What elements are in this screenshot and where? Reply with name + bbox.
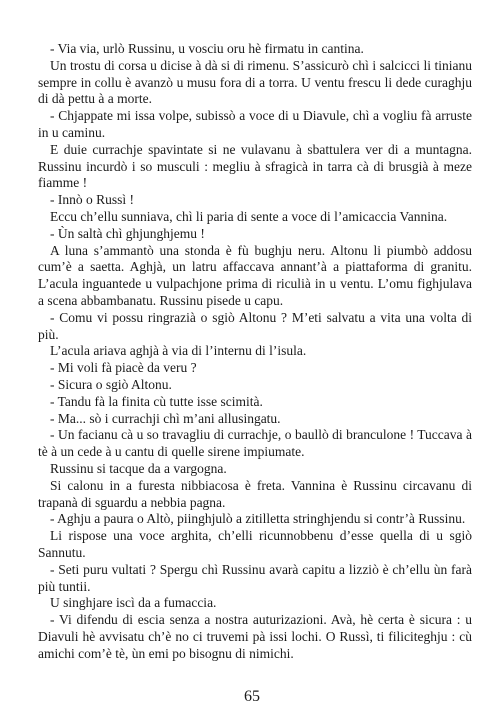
paragraph: E duie currachje spavintate si ne vulavanu à sbattulera ver di a muntagna. Russinu incurdò i so musculi : megliu à sfragicà in tarra cà di brusgià à meze fiamme !	[38, 141, 472, 191]
page-number: 65	[244, 688, 260, 705]
paragraph: U singhjare iscì da a fumaccia.	[50, 595, 217, 611]
paragraph: - Vi difendu di escia senza a nostra auturizazioni. Avà, hè certa è sicura : u Diavuli hè avvisatu ch’è no ci truvemi pà issi lochi. O Russì, ti filiciteghju : cù amichi com’è tè, ùn emi po bisognu di nimichi.	[38, 612, 472, 661]
paragraph: - Chjappate mi issa volpe, subissò a voce di u Diavule, chì a vogliu fà arruste in u caminu.	[38, 108, 472, 140]
paragraph: - Aghju a paura o Altò, piinghjulò a zitilletta stringhjendu si contr’à Russinu.	[50, 511, 466, 527]
paragraph: Si calonu in a furesta nibbiacosa è freta. Vannina è Russinu circavanu di trapanà di sguardu a nebbia pagna.	[38, 477, 472, 510]
paragraph: - Sicura o sgiò Altonu.	[50, 376, 172, 392]
paragraph: Li rispose una voce arghita, ch’elli ricunnobbenu d’esse quella di u sgiò Sannutu.	[38, 528, 472, 560]
paragraph: A luna s’ammantò una stonda è fù bughju neru. Altonu li piumbò addosu cum’è a saetta. Aghjà, un latru affaccava annant’à a piattaforma di granitu. L’acula inguantede u vulpachjone prima di riculià in u ventu. L’omu fighjulava a scena abbambanatu. Russinu pisede u capu.	[38, 242, 472, 308]
paragraph: - Tandu fà la finita cù tutte isse scimità.	[50, 393, 263, 409]
paragraph: - Ma... sò i currachji chì m’ani allusingatu.	[50, 410, 281, 426]
paragraph: Russinu si tacque da a vargogna.	[50, 460, 227, 476]
paragraph: - Ùn saltà chì ghjunghjemu !	[50, 225, 205, 241]
paragraph: - Seti puru vultati ? Spergu chì Russinu avarà capitu a lizziò è ch’ellu ùn farà più tuntii.	[38, 561, 472, 594]
paragraph: - Un facianu cà u so travagliu di currachje, o baullò di branculone ! Tuccava à tè à un cede à u cantu di quelle sirene impiumate.	[38, 427, 472, 460]
paragraph: Eccu ch’ellu sunniava, chì li paria di sente a voce di l’amicaccia Vannina.	[50, 208, 448, 224]
paragraph: - Comu vi possu ringrazià o sgiò Altonu ? M’eti salvatu a vita una volta di più.	[38, 309, 472, 342]
paragraph: - Innò o Russì !	[50, 192, 134, 208]
paragraph: - Mi voli fà piacè da veru ?	[50, 360, 197, 376]
paragraph: L’acula ariava aghjà à via di l’internu di l’isula.	[50, 343, 307, 359]
body-text	[38, 41, 472, 662]
paragraph: - Via via, urlò Russinu, u vosciu oru hè firmatu in cantina.	[50, 41, 364, 56]
paragraph: Un trostu di corsa u dicise à dà si di rimenu. S’assicurò chì i salcicci li tinianu sempre in collu è avanzò u musu fora di a torra. U ventu frescu li dede curaghju di dà pettu à a morte.	[38, 57, 472, 107]
